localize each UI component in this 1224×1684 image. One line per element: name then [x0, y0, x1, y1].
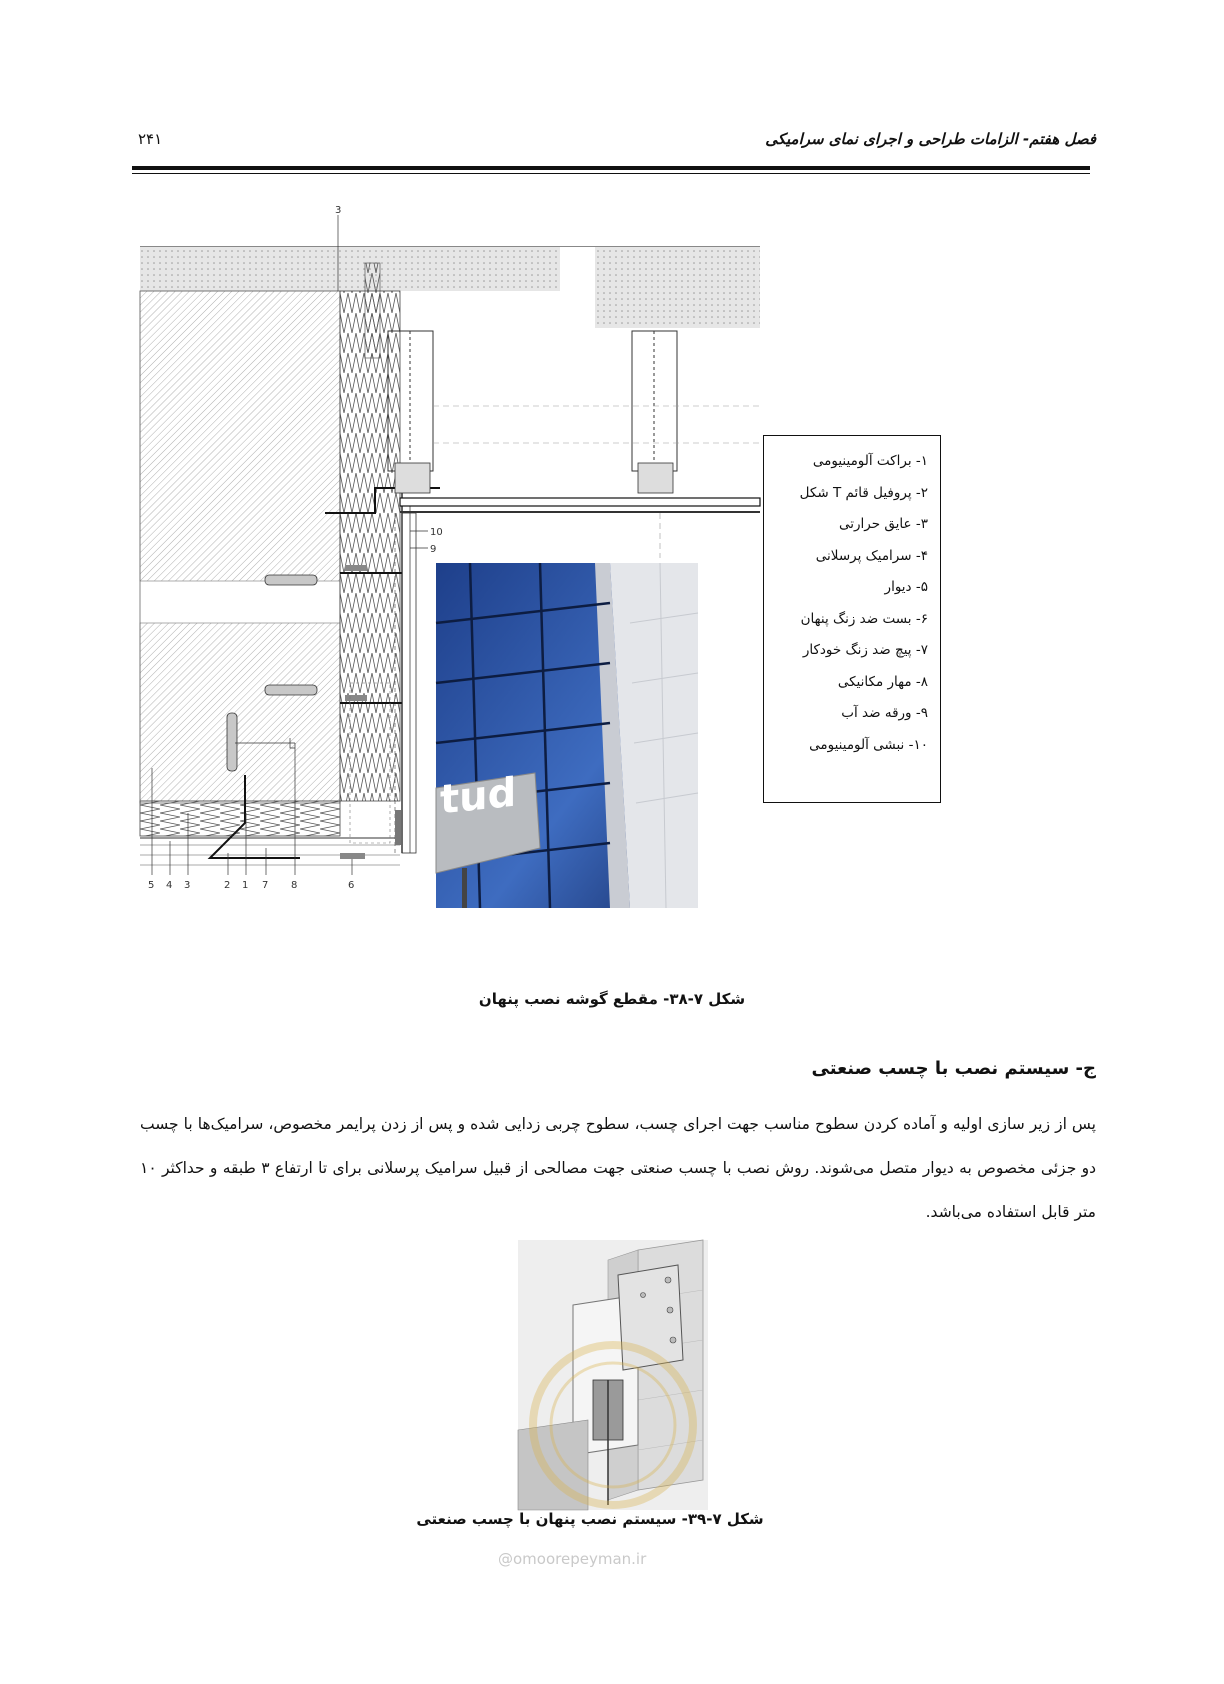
header-rule-thick: [132, 166, 1090, 170]
porcelain-ceramic-panel: [400, 498, 760, 506]
callout-9: 9: [430, 544, 437, 555]
anchor-1: [265, 575, 317, 585]
legend-item-6: ۶- بست ضد زنگ پنهان: [800, 610, 928, 627]
callout-7: 7: [262, 880, 269, 891]
callout-4: 4: [166, 880, 173, 891]
figure2-caption: شکل ۷-۳۹- سیستم نصب پنهان با چسب صنعتی: [416, 1510, 764, 1528]
callout-2: 2: [224, 880, 231, 891]
legend-item-3: ۳- عایق حرارتی: [839, 516, 928, 532]
header-rule-thin: [132, 173, 1090, 174]
legend-item-5: ۵- دیوار: [884, 579, 928, 595]
legend-item-9: ۹- ورقه ضد آب: [841, 705, 928, 721]
facade-photo: [436, 563, 698, 908]
callout-1: 1: [242, 880, 249, 891]
callout-10: 10: [430, 527, 443, 538]
legend-item-7: ۷- پیچ ضد زنگ خودکار: [802, 642, 928, 658]
anchor-2: [265, 685, 317, 695]
page-number: ۲۴۱: [138, 130, 163, 148]
callout-5: 5: [148, 880, 155, 891]
legend-item-8: ۸- مهار مکانیکی: [837, 673, 928, 690]
section-heading: ج- سیستم نصب با چسب صنعتی: [811, 1058, 1096, 1079]
chapter-title: فصل هفتم- الزامات طراحی و اجرای نمای سرامیکی: [765, 130, 1096, 148]
figure1-caption: شکل ۷-۳۸- مقطع گوشه نصب پنهان: [478, 990, 746, 1008]
callout-3-top: 3: [335, 205, 342, 216]
section-paragraph: پس از زیر سازی اولیه و آماده کردن سطوح مناسب جهت اجرای چسب، سطوح چربی زدایی شده و پس از زدن پرایمر مخصوص، سرامیک‌ها با چسب دو جزئی مخصوص به دیوار متصل می‌شوند. روش نصب با چسب صنعتی جهت مصالحی از قبیل سرامیک پرسلانی برای تا ارتفاع ۳ طبقه و حداکثر ۱۰ متر قابل استفاده می‌باشد.: [140, 1115, 1096, 1221]
callout-6: 6: [348, 880, 355, 891]
legend-item-1: ۱- براکت آلومینیومی: [812, 453, 928, 469]
photo-sign-text: tud: [440, 769, 517, 824]
legend-item-2: ۲- پروفیل قائم T شکل: [799, 484, 928, 501]
callout-3: 3: [184, 880, 191, 891]
legend-item-4: ۴- سرامیک پرسلانی: [815, 547, 928, 564]
wall-upper: [140, 291, 340, 581]
anchor-3: [227, 713, 237, 771]
callout-8: 8: [291, 880, 298, 891]
slab-top-right: [595, 246, 760, 328]
corner-section-drawing: [140, 205, 760, 978]
figure-legend: [763, 435, 941, 803]
slab-top-left: [140, 246, 560, 291]
legend-list: [764, 446, 928, 761]
wall-lower: [140, 623, 340, 801]
thermal-insulation-bottom: [140, 801, 340, 836]
legend-item-10: ۱۰- نبشی آلومینیومی: [809, 736, 928, 753]
adhesive-system-drawing: [518, 1240, 708, 1510]
thermal-insulation-vertical: [340, 291, 400, 801]
site-watermark: @omoorepeyman.ir: [498, 1550, 647, 1568]
